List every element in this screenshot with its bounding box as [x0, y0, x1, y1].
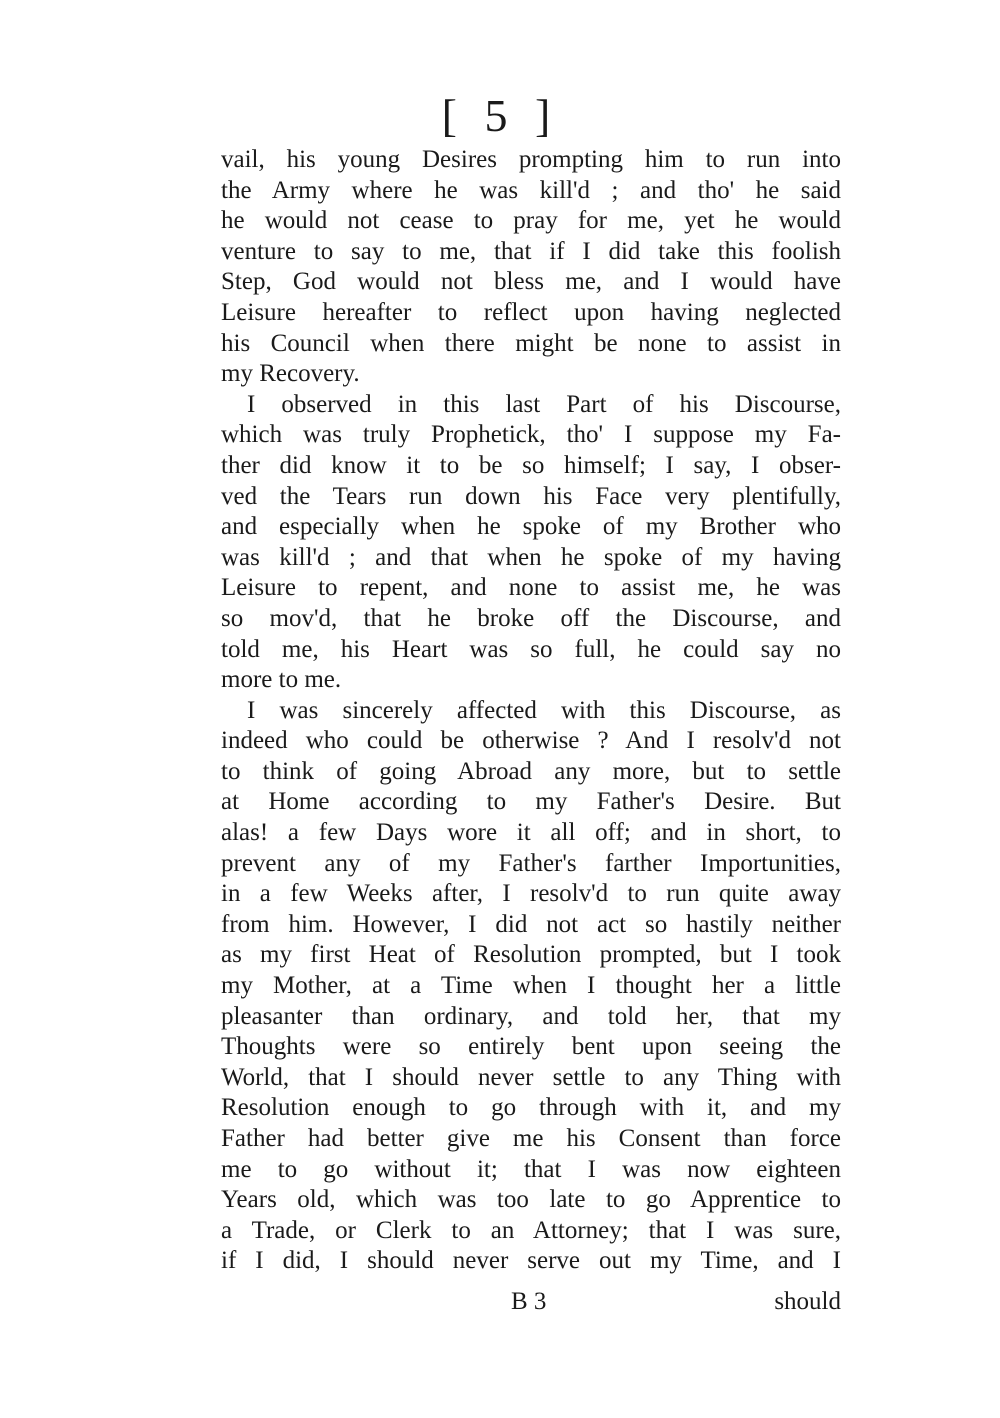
text-line: pleasanter than ordinary, and told her, that my [221, 1002, 841, 1030]
text-line: Leisure to repent, and none to assist me, he was [221, 574, 841, 602]
page-number: [ 5 ] [441, 90, 559, 141]
text-line: the Army where he was kill'd ; and tho' he said [221, 176, 841, 204]
text-line: to think of going Abroad any more, but to settle [221, 757, 841, 785]
text-line: ved the Tears run down his Face very plentifully, [221, 482, 841, 510]
text-line: my Mother, at a Time when I thought her a little [221, 972, 841, 1000]
text-line: Resolution enough to go through with it, and my [221, 1094, 841, 1122]
text-line: a Trade, or Clerk to an Attorney; that I was sure, [221, 1216, 841, 1244]
text-line: I was sincerely affected with this Discourse, as [247, 696, 841, 724]
text-line: Step, God would not bless me, and I would have [221, 268, 841, 296]
text-line: his Council when there might be none to assist in [221, 329, 841, 357]
text-line: World, that I should never settle to any Thing with [221, 1063, 841, 1091]
text-line: told me, his Heart was so full, he could say no [221, 635, 841, 663]
text-line: ther did know it to be so himself; I say, I obser- [221, 451, 841, 479]
text-line: Father had better give me his Consent than force [221, 1125, 841, 1152]
text-line: venture to say to me, that if I did take this foolish [221, 237, 841, 265]
text-line: my Recovery. [221, 360, 360, 388]
text-line: so mov'd, that he broke off the Discourse, and [221, 604, 841, 632]
text-line: he would not cease to pray for me, yet he would [221, 207, 841, 235]
text-line: more to me. [221, 666, 342, 694]
text-line: if I did, I should never serve out my Time, and I [221, 1247, 841, 1275]
text-line: Leisure hereafter to reflect upon having neglected [221, 298, 841, 326]
text-line: me to go without it; that I was now eighteen [221, 1155, 841, 1183]
body-text [221, 145, 841, 1277]
text-line: alas! a few Days wore it all off; and in short, to [221, 819, 841, 847]
text-line: which was truly Prophetick, tho' I suppose my Fa- [221, 421, 841, 449]
text-line: Years old, which was too late to go Apprentice to [221, 1186, 841, 1214]
text-line: indeed who could be otherwise ? And I resolv'd not [221, 727, 841, 755]
text-line: from him. However, I did not act so hastily neither [221, 910, 841, 938]
signature-mark: B 3 [511, 1288, 547, 1315]
text-line: vail, his young Desires prompting him to run into [221, 146, 841, 173]
text-line: I observed in this last Part of his Discourse, [247, 390, 841, 418]
text-line: as my first Heat of Resolution prompted, but I took [221, 941, 841, 969]
page-footer [221, 1284, 841, 1320]
text-line: was kill'd ; and that when he spoke of my having [221, 543, 841, 571]
text-line: prevent any of my Father's farther Importunities, [221, 849, 841, 877]
text-line: in a few Weeks after, I resolv'd to run quite away [221, 880, 841, 908]
text-line: Thoughts were so entirely bent upon seeing the [221, 1033, 841, 1061]
text-line: and especially when he spoke of my Brother who [221, 513, 841, 541]
catchword: should [774, 1288, 841, 1315]
text-line: at Home according to my Father's Desire. But [221, 788, 841, 816]
